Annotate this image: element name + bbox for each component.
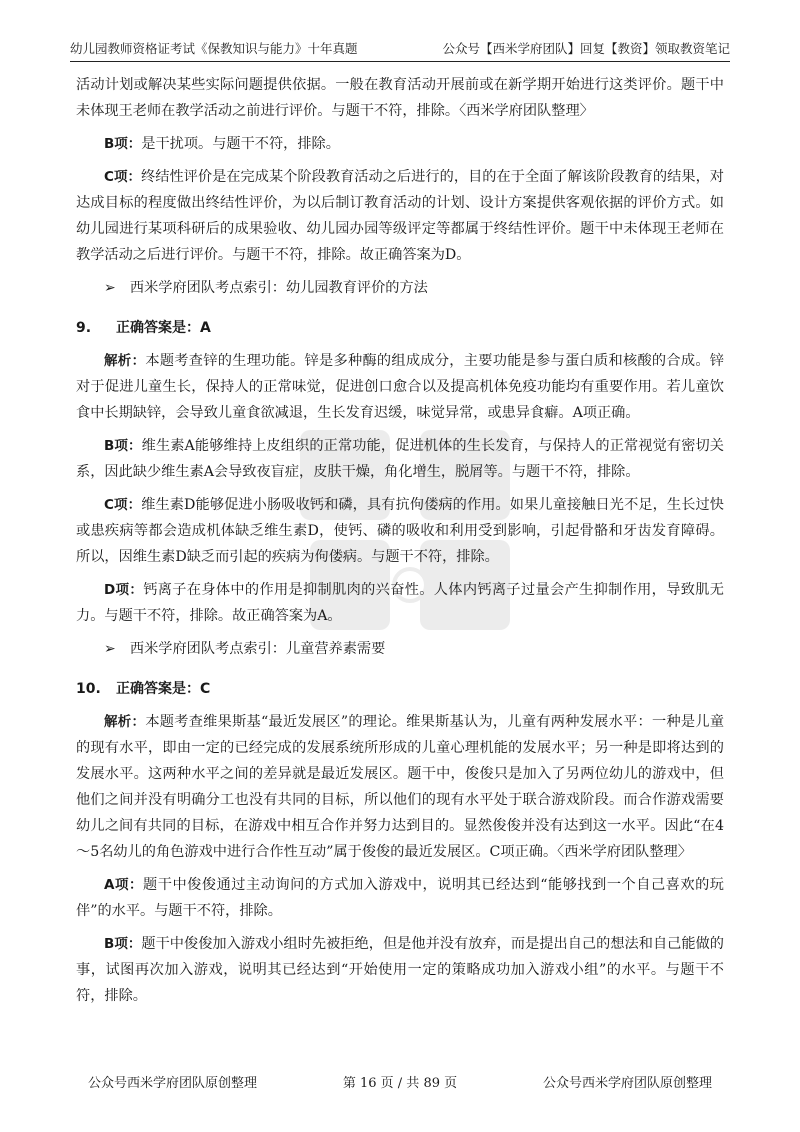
key-point bbox=[76, 275, 724, 301]
option-text: 终结性评价是在完成某个阶段教育活动之后进行的，目的在于全面了解该阶段教育的结果，对达成目标的程度做出终结性评价，为以后制订教育活动的计划、设计方案提供客观依据的评价方式。如幼儿园进行某项科研后的成果验收、幼儿园办园等级评定等都属于终结性评价。题干中未体现王老师在教学活动之后进行评价。与题干不符，排除。故正确答案为D。 bbox=[76, 169, 724, 263]
option-text: 钙离子在身体中的作用是抑制肌肉的兴奋性。人体内钙离子过量会产生抑制作用，导致肌无力。与题干不符，排除。故正确答案为A。 bbox=[76, 582, 724, 624]
page-header bbox=[70, 36, 730, 62]
header-right: 公众号【西米学府团队】回复【教资】领取教资笔记 bbox=[442, 41, 730, 56]
paragraph bbox=[76, 872, 724, 924]
page-number: 第 16 页 / 共 89 页 bbox=[342, 1076, 458, 1091]
footer-left: 公众号西米学府团队原创整理 bbox=[88, 1076, 258, 1091]
option-label: 解析： bbox=[104, 714, 146, 730]
option-label: D项： bbox=[104, 582, 144, 598]
paragraph bbox=[76, 348, 724, 426]
answer-text: 正确答案是：A bbox=[116, 320, 211, 336]
header-left: 幼儿园教师资格证考试《保教知识与能力》十年真题 bbox=[70, 41, 358, 56]
option-text: 是干扰项。与题干不符，排除。 bbox=[141, 136, 340, 152]
option-label: C项： bbox=[104, 497, 142, 513]
option-text: 本题考查维果斯基“最近发展区”的理论。维果斯基认为，儿童有两种发展水平：一种是儿童的现有水平，即由一定的已经完成的发展系统所形成的儿童心理机能的发展水平；另一种是即将达到的发展水平。这两种水平之间的差异就是最近发展区。题干中，俊俊只是加入了另两位幼儿的游戏中，但他们之间并没有明确分工也没有共同的目标，所以他们的现有水平处于联合游戏阶段。而合作游戏需要幼儿之间有共同的目标，在游戏中相互合作并努力达到目的。显然俊俊并没有达到这一水平。因此“在4～5名幼儿的角色游戏中进行合作性互动”属于俊俊的最近发展区。C项正确。〈西米学府团队整理〉 bbox=[76, 714, 725, 860]
arrow-icon: ➢ bbox=[104, 641, 116, 657]
page-footer bbox=[88, 1072, 712, 1091]
option-text: 题干中俊俊加入游戏小组时先被拒绝，但是他并没有放弃，而是提出自己的想法和自己能做的事，试图再次加入游戏，说明其已经达到“开始使用一定的策略成功加入游戏小组”的水平。与题干不符，排除。 bbox=[76, 936, 724, 1004]
question-number: 10. bbox=[76, 681, 101, 697]
key-point-text: 西米学府团队考点索引：儿童营养素需要 bbox=[129, 641, 386, 657]
option-label: B项： bbox=[104, 438, 142, 454]
option-text: 本题考查锌的生理功能。锌是多种酶的组成成分，主要功能是参与蛋白质和核酸的合成。锌对于促进儿童生长，保持人的正常味觉，促进创口愈合以及提高机体免疫功能均有重要作用。若儿童饮食中长期缺锌，会导致儿童食欲减退，生长发育迟缓，味觉异常，或患异食癖。A项正确。 bbox=[76, 353, 724, 421]
paragraph bbox=[76, 164, 724, 268]
answer-text: 正确答案是：C bbox=[116, 681, 211, 697]
key-point-text: 西米学府团队考点索引：幼儿园教育评价的方法 bbox=[129, 280, 428, 296]
page-content bbox=[76, 72, 724, 1016]
option-text: 题干中俊俊通过主动询问的方式加入游戏中，说明其已经达到“能够找到一个自己喜欢的玩伴”的水平。与题干不符，排除。 bbox=[76, 877, 724, 919]
option-text: 维生素A能够维持上皮组织的正常功能，促进机体的生长发育，与保持人的正常视觉有密切关系，因此缺少维生素A会导致夜盲症，皮肤干燥，角化增生，脱屑等。与题干不符，排除。 bbox=[76, 438, 724, 480]
option-label: A项： bbox=[104, 877, 144, 893]
paragraph bbox=[76, 131, 724, 157]
option-label: B项： bbox=[104, 936, 142, 952]
option-label: B项： bbox=[104, 136, 142, 152]
option-text: 维生素D能够促进小肠吸收钙和磷，具有抗佝偻病的作用。如果儿童接触日光不足，生长过快或患疾病等都会造成机体缺乏维生素D，使钙、磷的吸收和利用受到影响，引起骨骼和牙齿发育障碍。所以，因维生素D缺乏而引起的疾病为佝偻病。与题干不符，排除。 bbox=[76, 497, 724, 565]
footer-right: 公众号西米学府团队原创整理 bbox=[542, 1076, 712, 1091]
question-answer bbox=[76, 315, 724, 341]
paragraph bbox=[76, 709, 724, 865]
paragraph bbox=[76, 492, 724, 570]
key-point bbox=[76, 636, 724, 662]
paragraph bbox=[76, 931, 724, 1009]
arrow-icon: ➢ bbox=[104, 280, 116, 296]
paragraph bbox=[76, 577, 724, 629]
paragraph bbox=[76, 433, 724, 485]
option-label: C项： bbox=[104, 169, 142, 185]
question-answer bbox=[76, 676, 724, 702]
option-label: 解析： bbox=[104, 353, 146, 369]
question-number: 9. bbox=[76, 320, 92, 336]
paragraph: 活动计划或解决某些实际问题提供依据。一般在教育活动开展前或在新学期开始进行这类评价。题干中未体现王老师在教学活动之前进行评价。与题干不符，排除。〈西米学府团队整理〉 bbox=[76, 77, 724, 119]
